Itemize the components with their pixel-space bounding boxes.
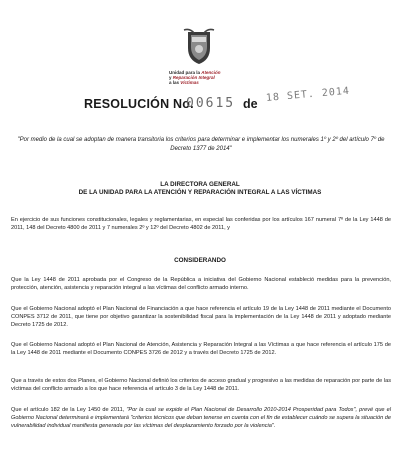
coat-of-arms-icon xyxy=(182,28,216,66)
resolution-date-stamp: 18 SET. 2014 xyxy=(265,85,351,104)
resolution-subject: "Por medio de la cual se adoptan de manera transitoria los criterios para determinar e implementar los numerales 1º y 2º del artículo 7º de Decreto 1377 de 2014" xyxy=(17,137,385,152)
authority-line-2: DE LA UNIDAD PARA LA ATENCIÓN Y REPARACIÓN INTEGRAL A LAS VÍCTIMAS xyxy=(78,189,322,196)
considerando-paragraph-3: Que el Gobierno Nacional adoptó el Plan Nacional de Atención, Asistencia y Reparación Integral a las Víctimas a que hace referencia el artículo 175 de la Ley 1448 de 2011 mediante el Documento CONPES 3726 de 2012 y a través del Decreto 1725 de 2012. xyxy=(11,342,391,357)
considerando-paragraph-4: Que a través de estos dos Planes, el Gobierno Nacional definió los criterios de acceso gradual y progresivo a las medidas de reparación por parte de las víctimas del conflicto armado a los que hace referencia el artículo 3 de la Ley 1448 de 2011. xyxy=(11,378,391,393)
resolution-title: RESOLUCIÓN No. xyxy=(84,97,194,111)
logo-text-line-3: a las Víctimas xyxy=(169,80,199,85)
considerando-paragraph-1: Que la Ley 1448 de 2011 aprobada por el Congreso de la República a iniciativa del Gobierno Nacional estableció medidas para la prevención, protección, atención, asistencia y reparación integral a las víctimas del conflicto armado interno. xyxy=(11,277,391,292)
considerando-paragraph-5: Que el artículo 182 de la Ley 1450 de 2011, "Por la cual se expide el Plan Nacional de Desarrollo 2010-2014 Prosperidad para Todos", prevé que el Gobierno Nacional determinará e implementará "criterios técnicos que deban tenerse en cuenta con el fin de establecer cuándo se supera la situación de vulnerabilidad individual manifiesta generada por las víctimas del desplazamiento forzado por la violencia". xyxy=(11,407,391,430)
logo-text-line-2: y Reparación Integral xyxy=(169,75,215,80)
preamble-paragraph: En ejercicio de sus funciones constitucionales, legales y reglamentarias, en especial las conferidas por los artículos 167 numeral 7º de la Ley 1448 de 2011, 148 del Decreto 4800 de 2011 y 7 numerales 2º y 12º del Decreto 4802 de 2011, y xyxy=(11,217,391,232)
logo-text-line-1: Unidad para la Atención xyxy=(169,70,221,75)
considerando-paragraph-2: Que el Gobierno Nacional adoptó el Plan Nacional de Financiación a que hace referencia el artículo 19 de la Ley 1448 de 2011 mediante el Documento CONPES 3712 de 2011, que tiene por objetivo garantizar la sostenibilidad fiscal para la implementación de la Ley 1448 de 2011 y adoptado mediante Decreto 1725 de 2012. xyxy=(11,306,391,329)
considerando-heading: CONSIDERANDO xyxy=(174,257,226,264)
authority-line-1: LA DIRECTORA GENERAL xyxy=(160,181,240,188)
resolution-de-label: de xyxy=(243,97,258,111)
resolution-number-stamp: 00615 xyxy=(186,96,236,111)
